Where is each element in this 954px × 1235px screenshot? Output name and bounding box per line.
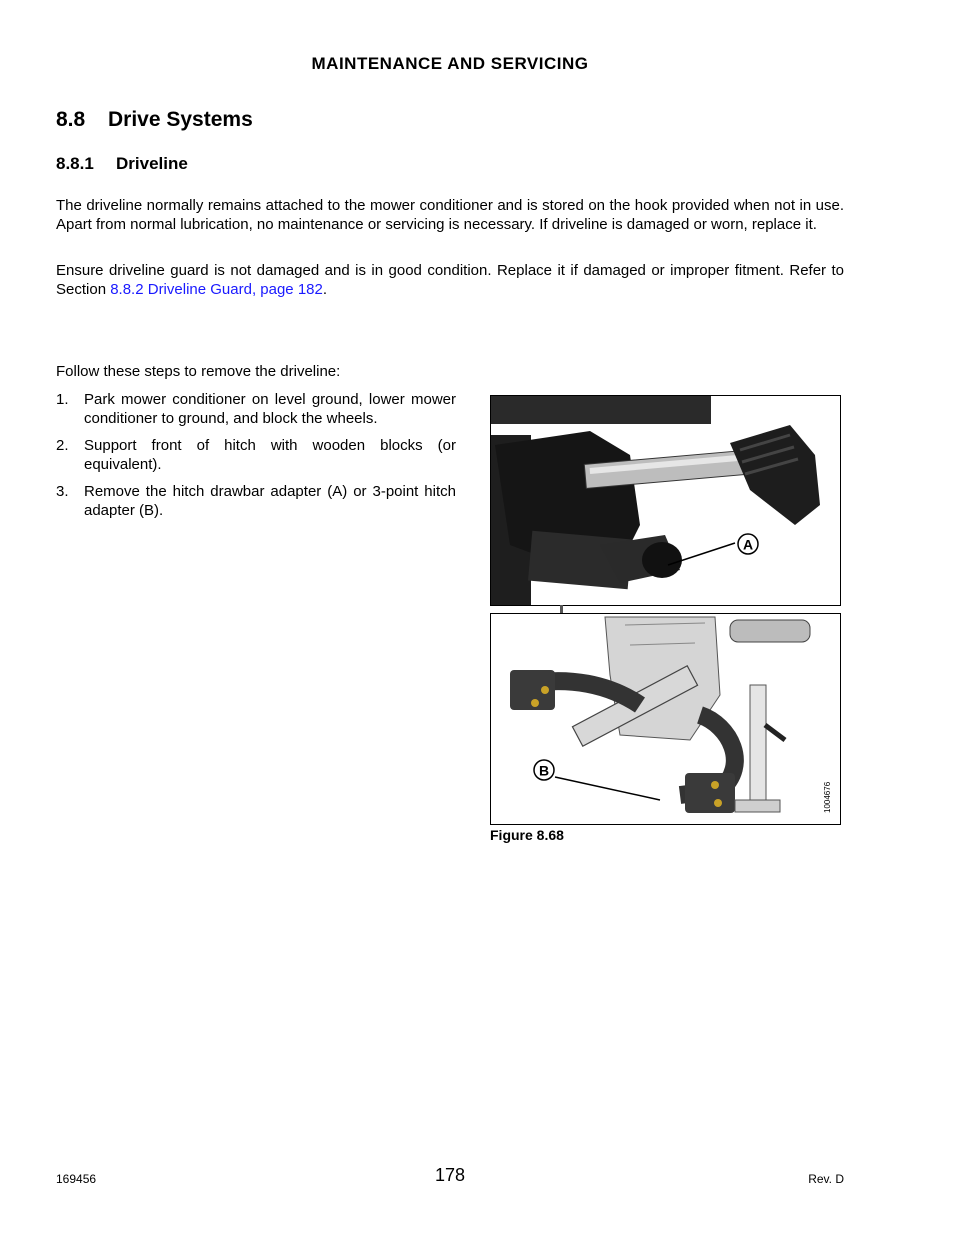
paragraph-driveline-storage: The driveline normally remains attached to the mower conditioner and is stored on the hook provided when not in use. Apart from normal lubrication, no maintenance or servicing is necessary. If driveline is damaged or worn, replace it. xyxy=(56,197,844,233)
procedure-steps xyxy=(56,391,456,529)
running-header: MAINTENANCE AND SERVICING xyxy=(311,54,589,73)
step-number: 1. xyxy=(56,391,69,408)
hitch-drawbar-photo xyxy=(491,396,841,614)
image-id: 1004676 xyxy=(823,781,832,813)
paragraph-text: Ensure driveline guard is not damaged and is in good condition. Replace it if damaged or improper fitment. Refer to Section xyxy=(56,262,844,298)
driveline-figure xyxy=(490,395,841,825)
procedure-intro: Follow these steps to remove the driveline: xyxy=(56,363,341,380)
step-number: 3. xyxy=(56,483,69,500)
step-text: Support front of hitch with wooden blocks (or equivalent). xyxy=(84,437,456,473)
subsection-heading xyxy=(56,154,188,174)
callout-a: A xyxy=(742,536,754,553)
page-number: 178 xyxy=(434,1165,466,1185)
callout-b: B xyxy=(538,762,550,779)
figure-caption: Figure 8.68 xyxy=(490,827,564,843)
three-point-hitch-photo xyxy=(491,614,841,825)
procedure-step xyxy=(56,437,456,474)
subsection-title: Driveline xyxy=(116,154,188,173)
step-number: 2. xyxy=(56,437,69,454)
subsection-number: 8.8.1 xyxy=(56,154,94,173)
paragraph-text-end: . xyxy=(322,280,328,298)
procedure-step xyxy=(56,483,456,520)
step-text: Remove the hitch drawbar adapter (A) or 3-point hitch adapter (B). xyxy=(84,483,456,519)
section-number: 8.8 xyxy=(56,108,86,131)
step-text: Park mower conditioner on level ground, lower mower conditioner to ground, and block the wheels. xyxy=(84,391,456,427)
section-title: Drive Systems xyxy=(108,108,253,131)
paragraph-driveline-guard xyxy=(56,262,844,299)
document-number: 169456 xyxy=(56,1172,97,1186)
section-heading xyxy=(56,108,253,132)
procedure-step xyxy=(56,391,456,428)
revision: Rev. D xyxy=(808,1172,844,1186)
driveline-guard-link[interactable]: 8.8.2 Driveline Guard, page 182 xyxy=(110,280,323,298)
